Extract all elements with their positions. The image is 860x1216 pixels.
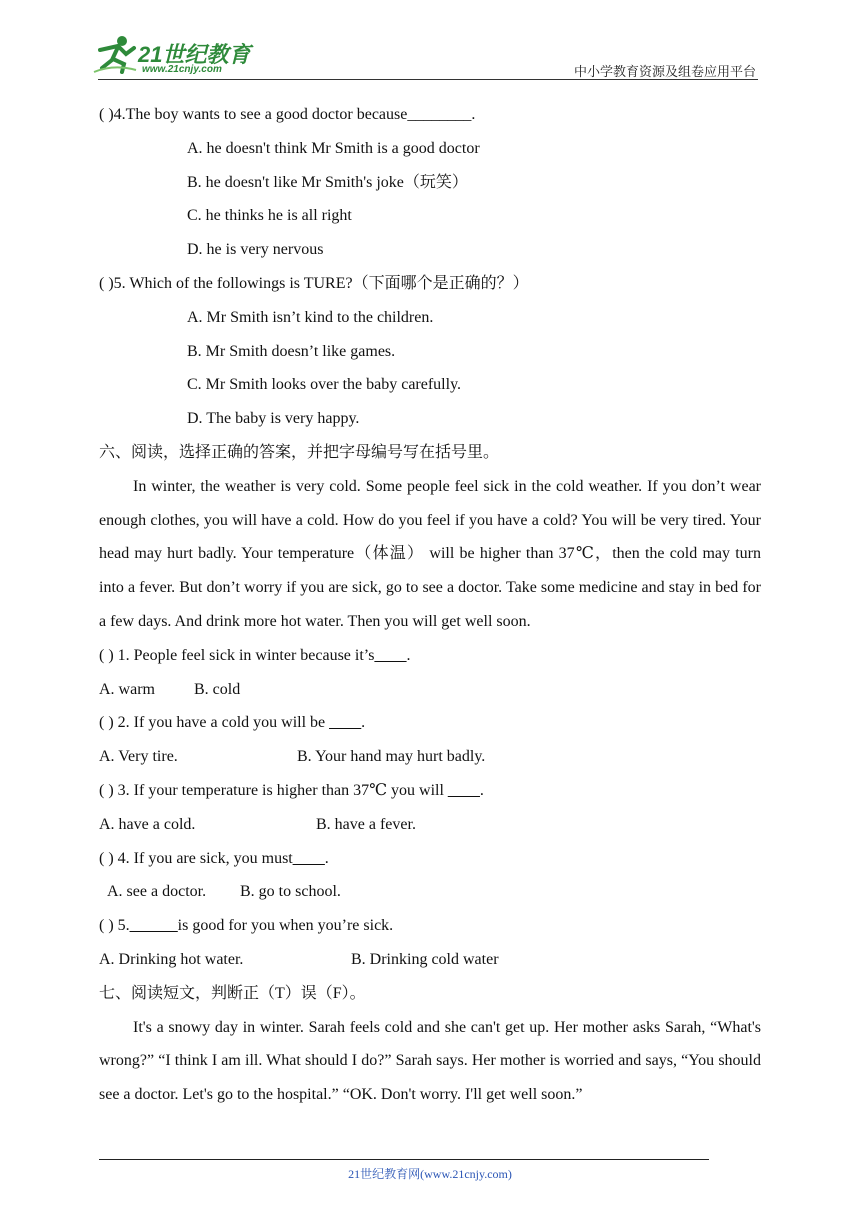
document-body	[99, 98, 761, 1112]
s6-q4-blank: ____	[292, 849, 325, 867]
question-4-option-d: D. he is very nervous	[187, 241, 324, 259]
s6-q2-stem: ( ) 2. If you have a cold you will be	[99, 714, 330, 732]
logo-title: 21世纪教育	[138, 42, 251, 67]
s6-question-4-options	[99, 875, 761, 909]
s6-q1-option-a: A. warm	[99, 680, 155, 698]
page-footer[interactable]: 21世纪教育网(www.21cnjy.com)	[348, 1167, 512, 1181]
s6-question-2-options	[99, 740, 761, 774]
question-5-option-d: D. The baby is very happy.	[187, 410, 360, 428]
s6-question-5	[99, 909, 761, 943]
header-divider	[98, 79, 758, 80]
platform-title: 中小学教育资源及组卷应用平台	[573, 64, 756, 79]
footer-divider	[99, 1159, 709, 1160]
page-header	[0, 0, 860, 80]
question-5-option-c: C. Mr Smith looks over the baby carefully.	[187, 376, 462, 394]
s6-q3-blank: ____	[447, 781, 480, 799]
s6-question-2	[99, 706, 761, 740]
s6-q3-stem: ( ) 3. If your temperature is higher than 37℃ you will	[99, 781, 448, 799]
question-4-option-a: A. he doesn't think Mr Smith is a good doctor	[187, 139, 480, 157]
s6-q3-option-b: B. have a fever.	[316, 815, 416, 833]
s6-q5-blank: ______	[129, 917, 178, 935]
s6-question-1	[99, 639, 761, 673]
section-6-passage: In winter, the weather is very cold. Some people feel sick in the cold weather. If you don’t wear enough clothes, you will have a cold. How do you feel if you have a cold? You will be very tired. Your head may hurt badly. Your temperature（体温） will be higher than 37℃，then the cold may turn into a fever. But don’t worry if you are sick, go to see a doctor. Take some medicine and stay in bed for a few days. And drink more hot water. Then you will get well soon.	[99, 477, 761, 630]
s6-question-3	[99, 774, 761, 808]
s6-q3-end: .	[479, 781, 484, 799]
s6-q1-option-b: B. cold	[194, 680, 241, 698]
question-4-option-c: C. he thinks he is all right	[187, 207, 352, 225]
s6-q2-option-b: B. Your hand may hurt badly.	[297, 748, 486, 766]
s6-q2-blank: ____	[329, 714, 362, 732]
s6-q5-end: is good for you when you’re sick.	[177, 917, 394, 935]
s6-question-5-options	[99, 943, 761, 977]
question-4-stem: ( )4.The boy wants to see a good doctor because________.	[99, 106, 476, 123]
section-6-heading: 六、阅读，选择正确的答案，并把字母编号写在括号里。	[99, 443, 500, 461]
s6-q1-end: .	[406, 646, 411, 664]
s6-q1-stem: ( ) 1. People feel sick in winter because it’s	[99, 646, 375, 664]
s6-q5-option-a: A. Drinking hot water.	[99, 950, 244, 968]
question-4-option-b: B. he doesn't like Mr Smith's joke（玩笑）	[187, 173, 468, 191]
s6-question-1-options	[99, 673, 761, 707]
question-5-stem: ( )5. Which of the followings is TURE?（下面哪个是正确的？）	[99, 274, 529, 292]
s6-q4-end: .	[324, 849, 329, 867]
site-logo[interactable]	[92, 34, 262, 80]
s6-q1-blank: ____	[374, 646, 407, 664]
question-5-option-b: B. Mr Smith doesn’t like games.	[187, 342, 396, 360]
section-7-passage: It's a snowy day in winter. Sarah feels cold and she can't get up. Her mother asks Sarah, “What's wrong?” “I think I am ill. What should I do?” Sarah says. Her mother is worried and says, “You should see a doctor. Let's go to the hospital.” “OK. Don't worry. I'll get well soon.”	[99, 1018, 761, 1104]
s6-q4-stem: ( ) 4. If you are sick, you must	[99, 849, 293, 867]
s6-q4-option-b: B. go to school.	[240, 883, 341, 901]
s6-question-3-options	[99, 808, 761, 842]
s6-q2-option-a: A. Very tire.	[99, 748, 178, 766]
question-5-option-a: A. Mr Smith isn’t kind to the children.	[187, 308, 434, 326]
s6-q2-end: .	[361, 714, 366, 732]
s6-q5-option-b: B. Drinking cold water	[351, 950, 499, 968]
runner-logo-icon	[92, 34, 138, 74]
section-7-heading: 七、阅读短文，判断正（T）误（F）。	[99, 984, 366, 1002]
s6-q4-option-a: A. see a doctor.	[107, 883, 207, 901]
s6-q3-option-a: A. have a cold.	[99, 815, 196, 833]
s6-question-4	[99, 842, 761, 876]
s6-q5-stem: ( ) 5.	[99, 917, 130, 935]
logo-url: www.21cnjy.com	[142, 64, 222, 75]
